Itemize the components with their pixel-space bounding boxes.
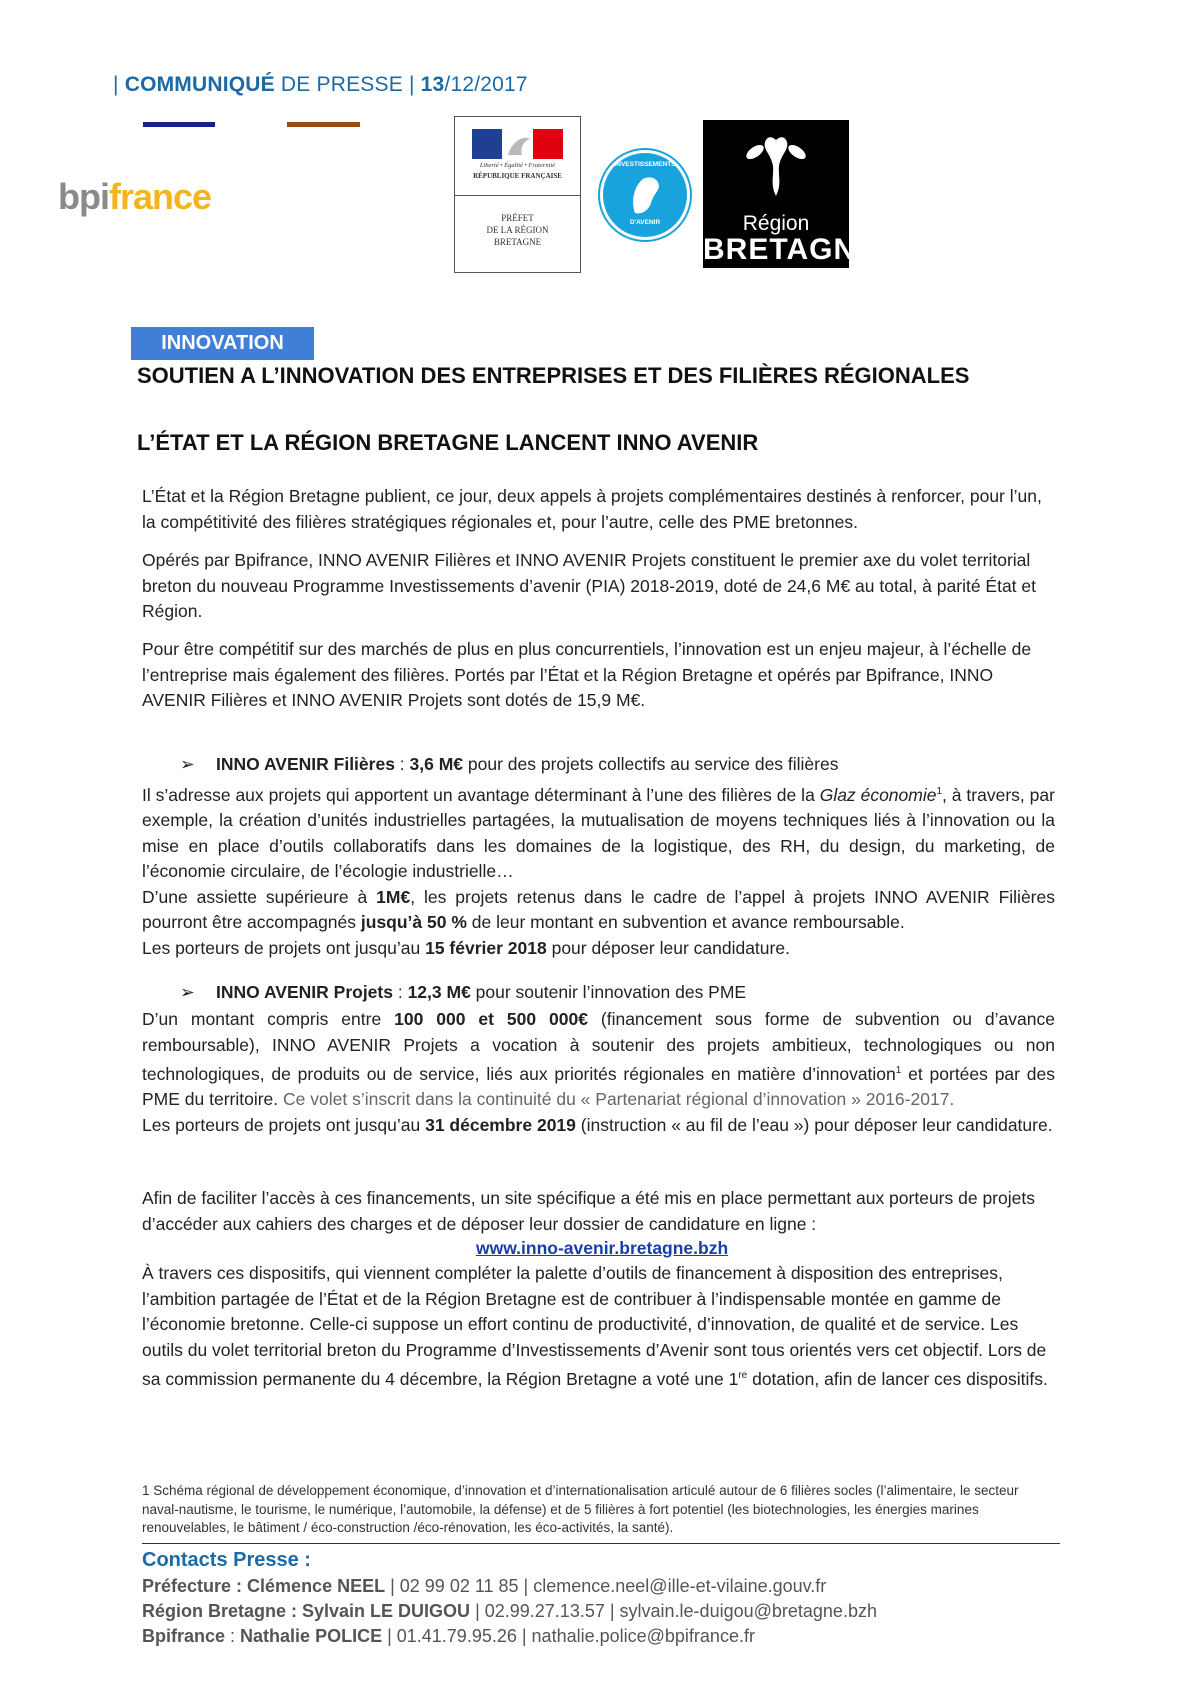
bullet-projets-text: D’un montant compris entre 100 000 et 500 000€ (financement sous forme de subvention ou d’avance remboursable), INNO AVENIR Projets a vocation à soutenir des projets ambitieux, technologiques ou non technologiques, de produits ou de service, liés aux priorités régionales en matière d’innovation$^1$ et portées par des PME du territoire. Ce volet s’inscrit dans la continuité du « Partenariat régional d’innovation » 2016-2017. Les porteurs de projets ont jusqu’au 31 décembre 2019 (instruction « au fil de l’eau ») pour déposer leur candidature. [142,1009,1055,1135]
page-title: SOUTIEN A L’INNOVATION DES ENTREPRISES ET DES FILIÈRES RÉGIONALES [137,363,970,388]
investissements-avenir-logo [600,150,690,240]
marianne-profile-icon [627,173,663,217]
contacts-title: Contacts Presse : [142,1549,311,1571]
header-de-presse: DE PRESSE | [274,73,421,96]
page-subtitle: L’ÉTAT ET LA RÉGION BRETAGNE LANCENT INNO AVENIR [137,430,759,455]
prefet-line2: DE LA RÉGION [486,225,549,235]
header-date-rest: /12/2017 [444,73,528,96]
prefet-republique: RÉPUBLIQUE FRANÇAISE [473,172,562,180]
intro-paragraph-1: L’État et la Région Bretagne publient, ce jour, deux appels à projets complémentaires destinés à renforcer, pour l’un, la compétitivité des filières stratégiques régionales et, pour l’autre, celle des PME bretonnes. [142,486,1042,532]
prefet-line3: BRETAGNE [493,237,542,247]
header-bar-navy [143,122,215,127]
prefet-line1: PRÉFET [501,213,534,223]
bullet-projets-heading: ➢ INNO AVENIR Projets : 12,3 M€ pour soutenir l’innovation des PME [180,982,747,1002]
bullet-filieres-heading: ➢ INNO AVENIR Filières : 3,6 M€ pour des projets collectifs au service des filières [180,754,839,774]
ermine-icon [743,132,809,202]
invest-top-text: INVESTISSEMENTS [614,161,676,168]
bpifrance-logo: bpifrance [58,176,212,217]
category-tag: INNOVATION [131,327,314,360]
contact-region: Région Bretagne : Sylvain LE DUIGOU | 02.99.27.13.57 | sylvain.le-duigou@bretagne.bzh [142,1601,877,1621]
footnote-divider [142,1543,1060,1544]
closing-paragraph-1: Afin de faciliter l’accès à ces financements, un site spécifique a été mis en place permettant aux porteurs de projets d’accéder aux cahiers des charges et de déposer leur dossier de candidature en ligne : [142,1188,1035,1234]
prefet-bretagne-logo [454,116,581,273]
contact-bpifrance: Bpifrance : Nathalie POLICE | 01.41.79.95.26 | nathalie.police@bpifrance.fr [142,1626,755,1646]
prefet-motto: Liberté • Égalité • Fraternité [479,162,556,169]
marianne-flag-icon [472,129,563,159]
press-release-header [113,73,528,97]
region-bretagne-logo [703,120,878,268]
header-communique: COMMUNIQUÉ [124,73,275,96]
header-pipe: | [113,73,125,96]
closing-paragraph-2: À travers ces dispositifs, qui viennent compléter la palette d’outils de financement à disposition des entreprises, l’ambition partagée de l’État et de la Région Bretagne est de contribuer à l’indispensable montée en gamme de l’économie bretonne. Celle-ci suppose un effort continu de productivité, d’innovation, de qualité et de service. Les outils du volet territorial breton du Programme d’Investissements d’Avenir sont tous orientés vers cet objectif. Lors de sa commission permanente du 4 décembre, la Région Bretagne a voté une 1re dotation, afin de lancer ces dispositifs. [142,1263,1048,1389]
arrow-bullet-icon: ➢ [180,982,195,1002]
region-text: Région [742,212,810,235]
contact-prefecture: Préfecture : Clémence NEEL | 02 99 02 11 85 | clemence.neel@ille-et-vilaine.gouv.fr [142,1576,827,1596]
invest-bottom-text: D'AVENIR [629,219,661,226]
header-date-day: 13 [420,73,445,96]
header-bar-brown [287,122,360,127]
arrow-bullet-icon: ➢ [180,754,195,774]
bullet-filieres-text: Il s’adresse aux projets qui apportent un avantage déterminant à l’une des filières de la Glaz économie$^1$, à travers, par exemple, la création d’unités industrielles partagées, la mutualisation de moyens techniques liés à l’innovation ou la mise en place d’outils collaboratifs dans les domaines de la logistique, des RH, du design, du marketing, de l’économie circulaire, de l’écologie industrielle… D’une assiette supérieure à 1M€, les projets retenus dans le cadre de l’appel à projets INNO AVENIR Filières pourront être accompagnés jusqu’à 50 % de leur montant en subvention et avance remboursable. Les porteurs de projets ont jusqu’au 15 février 2018 pour déposer leur candidature. [142,784,1055,958]
bretagne-text: BRETAGNE [703,233,878,266]
inno-avenir-link[interactable]: www.inno-avenir.bretagne.bzh [476,1238,729,1258]
intro-paragraph-3: Pour être compétitif sur des marchés de plus en plus concurrentiels, l’innovation est un enjeu majeur, à l’échelle de l’entreprise mais également des filières. Portés par l’État et la Région Bretagne et opérés par Bpifrance, INNO AVENIR Filières et INNO AVENIR Projets sont dotés de 15,9 M€. [142,639,1032,710]
intro-paragraph-2: Opérés par Bpifrance, INNO AVENIR Filières et INNO AVENIR Projets constituent le premier axe du volet territorial breton du nouveau Programme Investissements d’avenir (PIA) 2018-2019, doté de 24,6 M€ au total, à parité État et Région. [142,550,1036,621]
footnote: 1 Schéma régional de développement économique, d’innovation et d’internationalisation articulé autour de 6 filières socles (l’alimentaire, le secteur naval-nautisme, le tourisme, le numérique, l’automobile, la défense) et de 5 filières à fort potentiel (les biotechnologies, les énergies marines renouvelables, le bâtiment / éco-construction /éco-rénovation, les éco-activités, la santé). [142,1483,1019,1535]
